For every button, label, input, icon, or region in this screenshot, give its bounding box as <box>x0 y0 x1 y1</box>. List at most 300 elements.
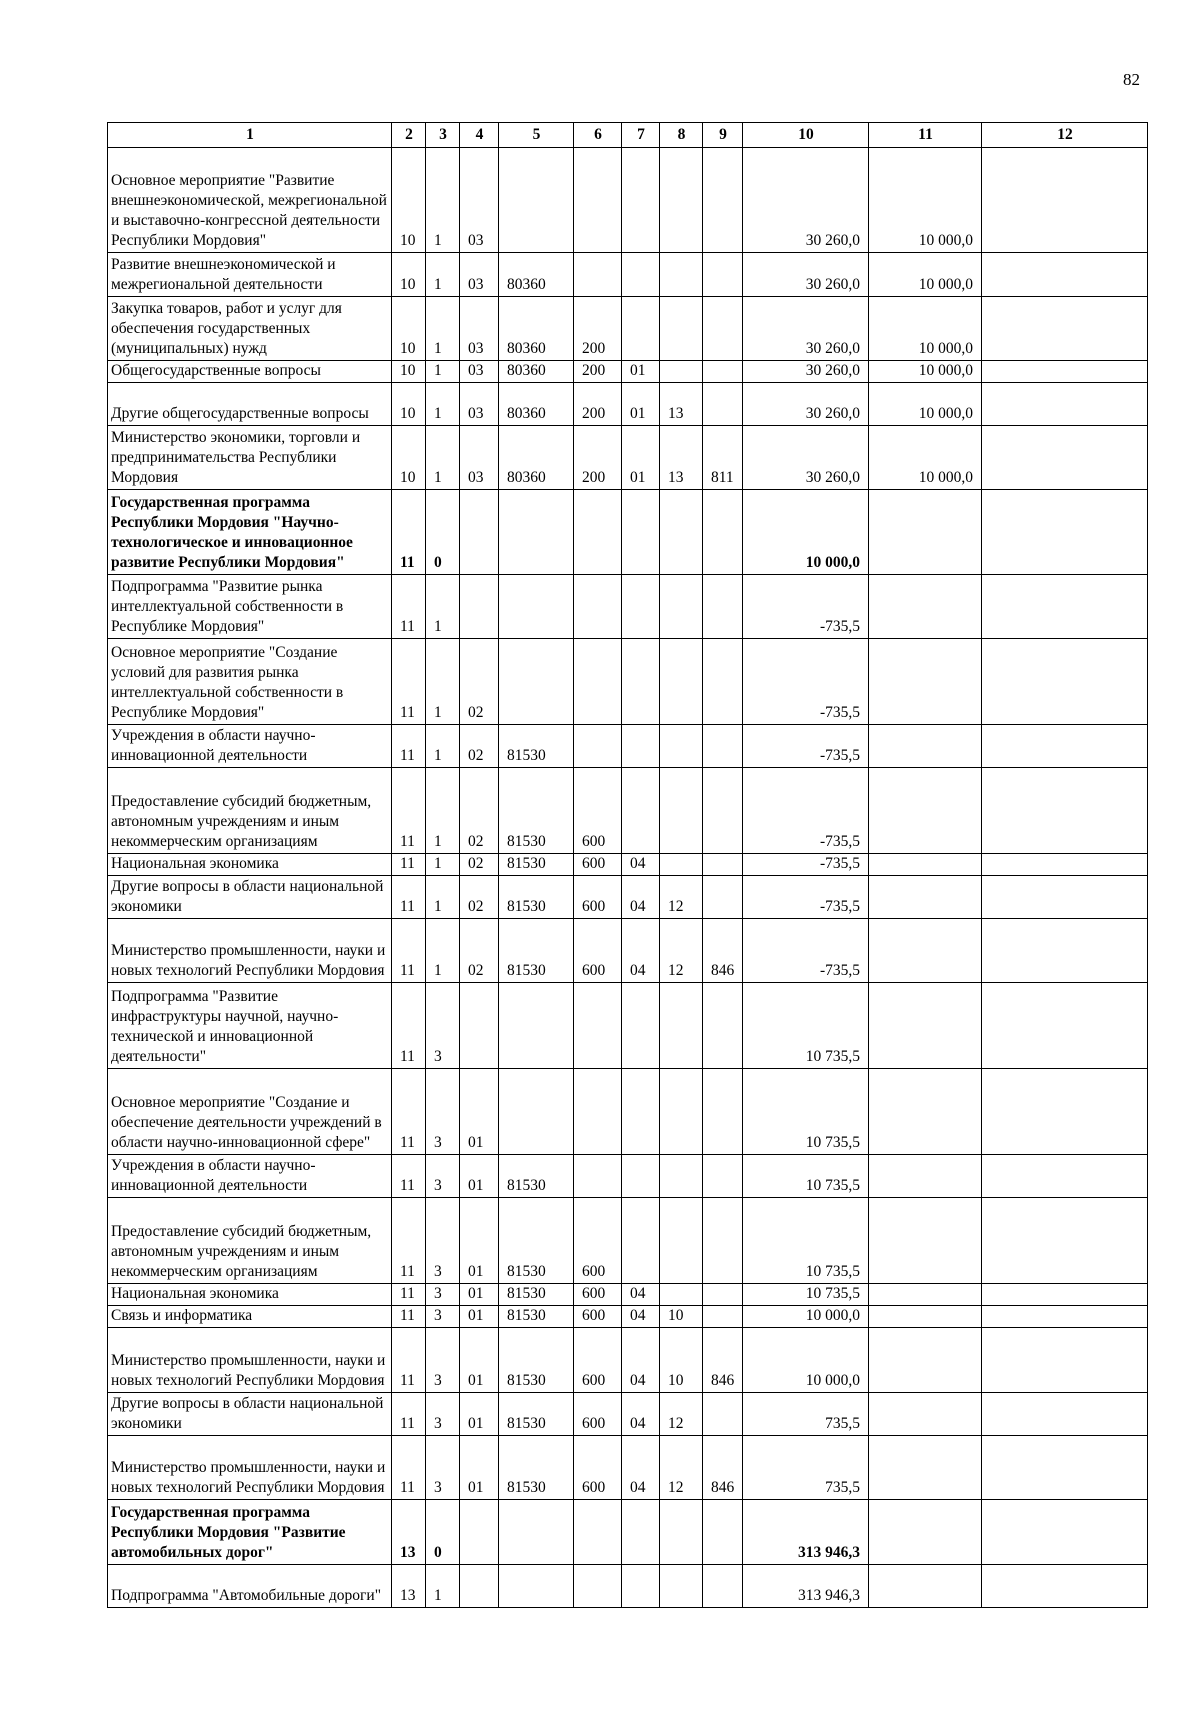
cell-col-2: 11 <box>392 1198 426 1284</box>
cell-col-2: 11 <box>392 983 426 1069</box>
table-row <box>108 490 1148 575</box>
cell-col-10: 10 000,0 <box>743 1328 869 1393</box>
row-name-cell: Национальная экономика <box>108 1284 392 1306</box>
cell-col-6 <box>574 1565 622 1608</box>
cell-col-11 <box>869 876 982 919</box>
cell-col-11 <box>869 1306 982 1328</box>
cell-col-9: 846 <box>703 919 743 983</box>
table-row <box>108 1069 1148 1155</box>
cell-col-12 <box>982 297 1148 361</box>
cell-col-7 <box>622 1155 660 1198</box>
cell-col-2: 13 <box>392 1565 426 1608</box>
cell-col-8: 12 <box>660 919 703 983</box>
cell-col-5: 80360 <box>499 426 574 490</box>
table-row <box>108 1328 1148 1393</box>
cell-col-7 <box>622 148 660 253</box>
cell-col-5: 81530 <box>499 768 574 854</box>
cell-col-6: 200 <box>574 361 622 383</box>
cell-col-3: 1 <box>426 919 460 983</box>
cell-col-10: 313 946,3 <box>743 1500 869 1565</box>
cell-col-9 <box>703 148 743 253</box>
cell-col-8: 12 <box>660 876 703 919</box>
cell-col-8: 13 <box>660 426 703 490</box>
cell-col-7: 04 <box>622 1306 660 1328</box>
cell-col-12 <box>982 725 1148 768</box>
cell-col-8 <box>660 361 703 383</box>
cell-col-11 <box>869 725 982 768</box>
cell-col-2: 10 <box>392 297 426 361</box>
column-header-1: 1 <box>108 123 392 148</box>
cell-col-12 <box>982 1436 1148 1500</box>
cell-col-12 <box>982 575 1148 639</box>
cell-col-6: 600 <box>574 1328 622 1393</box>
table-row <box>108 983 1148 1069</box>
table-row <box>108 297 1148 361</box>
cell-col-4: 02 <box>460 876 499 919</box>
cell-col-7: 04 <box>622 876 660 919</box>
cell-col-11 <box>869 1500 982 1565</box>
cell-col-2: 10 <box>392 426 426 490</box>
cell-col-2: 11 <box>392 1328 426 1393</box>
cell-col-6: 600 <box>574 854 622 876</box>
cell-col-9 <box>703 1069 743 1155</box>
cell-col-4: 02 <box>460 768 499 854</box>
cell-col-11: 10 000,0 <box>869 426 982 490</box>
row-name-cell: Связь и информатика <box>108 1306 392 1328</box>
cell-col-9 <box>703 639 743 725</box>
cell-col-12 <box>982 361 1148 383</box>
cell-col-10: 735,5 <box>743 1436 869 1500</box>
cell-col-5 <box>499 983 574 1069</box>
cell-col-11 <box>869 919 982 983</box>
cell-col-11 <box>869 1436 982 1500</box>
cell-col-3: 1 <box>426 575 460 639</box>
cell-col-10: -735,5 <box>743 854 869 876</box>
cell-col-6: 600 <box>574 919 622 983</box>
row-name-cell: Общегосударственные вопросы <box>108 361 392 383</box>
cell-col-6: 600 <box>574 876 622 919</box>
cell-col-11 <box>869 854 982 876</box>
table-row <box>108 1155 1148 1198</box>
cell-col-12 <box>982 1500 1148 1565</box>
cell-col-4: 02 <box>460 725 499 768</box>
column-header-12: 12 <box>982 123 1148 148</box>
cell-col-5: 81530 <box>499 1155 574 1198</box>
row-name-cell: Развитие внешнеэкономической и межрегиональной деятельности <box>108 253 392 297</box>
cell-col-11: 10 000,0 <box>869 148 982 253</box>
cell-col-8 <box>660 1565 703 1608</box>
cell-col-6 <box>574 1069 622 1155</box>
cell-col-3: 3 <box>426 1393 460 1436</box>
cell-col-10: 10 735,5 <box>743 983 869 1069</box>
cell-col-8 <box>660 297 703 361</box>
row-name-cell: Министерство промышленности, науки и новых технологий Республики Мордовия <box>108 1328 392 1393</box>
cell-col-12 <box>982 1198 1148 1284</box>
cell-col-11 <box>869 639 982 725</box>
cell-col-12 <box>982 1393 1148 1436</box>
cell-col-8: 12 <box>660 1393 703 1436</box>
cell-col-9 <box>703 1284 743 1306</box>
cell-col-11 <box>869 1328 982 1393</box>
table-row <box>108 575 1148 639</box>
cell-col-3: 3 <box>426 1328 460 1393</box>
cell-col-9 <box>703 876 743 919</box>
cell-col-2: 11 <box>392 490 426 575</box>
cell-col-10: -735,5 <box>743 919 869 983</box>
cell-col-6 <box>574 1155 622 1198</box>
cell-col-6 <box>574 725 622 768</box>
cell-col-12 <box>982 148 1148 253</box>
cell-col-4: 01 <box>460 1306 499 1328</box>
cell-col-12 <box>982 854 1148 876</box>
cell-col-3: 0 <box>426 1500 460 1565</box>
cell-col-10: -735,5 <box>743 575 869 639</box>
cell-col-9 <box>703 1565 743 1608</box>
cell-col-4: 01 <box>460 1328 499 1393</box>
cell-col-2: 11 <box>392 639 426 725</box>
cell-col-7 <box>622 1500 660 1565</box>
cell-col-10: 30 260,0 <box>743 253 869 297</box>
table-row <box>108 854 1148 876</box>
cell-col-7 <box>622 725 660 768</box>
cell-col-4: 03 <box>460 426 499 490</box>
column-header-3: 3 <box>426 123 460 148</box>
row-name-cell: Другие вопросы в области национальной экономики <box>108 876 392 919</box>
cell-col-7: 04 <box>622 1436 660 1500</box>
cell-col-7 <box>622 768 660 854</box>
cell-col-3: 1 <box>426 148 460 253</box>
cell-col-4 <box>460 490 499 575</box>
cell-col-10: 30 260,0 <box>743 148 869 253</box>
cell-col-11 <box>869 1155 982 1198</box>
cell-col-11: 10 000,0 <box>869 361 982 383</box>
cell-col-8 <box>660 490 703 575</box>
cell-col-8 <box>660 1069 703 1155</box>
cell-col-2: 11 <box>392 1284 426 1306</box>
column-header-6: 6 <box>574 123 622 148</box>
row-name-cell: Другие общегосударственные вопросы <box>108 383 392 426</box>
cell-col-5 <box>499 1500 574 1565</box>
cell-col-6 <box>574 253 622 297</box>
row-name-cell: Министерство экономики, торговли и предпринимательства Республики Мордовия <box>108 426 392 490</box>
cell-col-12 <box>982 983 1148 1069</box>
cell-col-6: 600 <box>574 768 622 854</box>
cell-col-10: 10 000,0 <box>743 490 869 575</box>
cell-col-9: 846 <box>703 1436 743 1500</box>
cell-col-11: 10 000,0 <box>869 297 982 361</box>
cell-col-2: 11 <box>392 725 426 768</box>
column-header-7: 7 <box>622 123 660 148</box>
cell-col-10: 10 735,5 <box>743 1069 869 1155</box>
cell-col-4 <box>460 575 499 639</box>
cell-col-11 <box>869 575 982 639</box>
cell-col-6: 600 <box>574 1393 622 1436</box>
cell-col-12 <box>982 768 1148 854</box>
table-row <box>108 1393 1148 1436</box>
cell-col-6 <box>574 575 622 639</box>
cell-col-10: 10 735,5 <box>743 1155 869 1198</box>
row-name-cell: Предоставление субсидий бюджетным, автономным учреждениям и иным некоммерческим организациям <box>108 768 392 854</box>
cell-col-3: 3 <box>426 1436 460 1500</box>
cell-col-4 <box>460 983 499 1069</box>
cell-col-3: 3 <box>426 1069 460 1155</box>
row-name-cell: Учреждения в области научно-инновационной деятельности <box>108 1155 392 1198</box>
cell-col-6: 200 <box>574 297 622 361</box>
table-row <box>108 1436 1148 1500</box>
cell-col-11 <box>869 768 982 854</box>
cell-col-6: 600 <box>574 1436 622 1500</box>
cell-col-2: 11 <box>392 1069 426 1155</box>
row-name-cell: Министерство промышленности, науки и новых технологий Республики Мордовия <box>108 919 392 983</box>
table-row <box>108 1284 1148 1306</box>
cell-col-5: 81530 <box>499 854 574 876</box>
cell-col-7 <box>622 1565 660 1608</box>
cell-col-10: 30 260,0 <box>743 297 869 361</box>
table-row <box>108 1500 1148 1565</box>
cell-col-5: 80360 <box>499 253 574 297</box>
cell-col-7 <box>622 297 660 361</box>
cell-col-12 <box>982 1284 1148 1306</box>
cell-col-11 <box>869 1069 982 1155</box>
cell-col-3: 1 <box>426 1565 460 1608</box>
cell-col-8 <box>660 854 703 876</box>
row-name-cell: Государственная программа Республики Мордовия "Научно-технологическое и инновационное развитие Республики Мордовия" <box>108 490 392 575</box>
cell-col-4 <box>460 1565 499 1608</box>
cell-col-9 <box>703 725 743 768</box>
row-name-cell: Предоставление субсидий бюджетным, автономным учреждениям и иным некоммерческим организациям <box>108 1198 392 1284</box>
cell-col-2: 13 <box>392 1500 426 1565</box>
cell-col-11: 10 000,0 <box>869 383 982 426</box>
cell-col-5: 81530 <box>499 725 574 768</box>
row-name-cell: Другие вопросы в области национальной экономики <box>108 1393 392 1436</box>
cell-col-7: 04 <box>622 854 660 876</box>
cell-col-11 <box>869 1198 982 1284</box>
row-name-cell: Национальная экономика <box>108 854 392 876</box>
cell-col-6: 600 <box>574 1306 622 1328</box>
cell-col-9 <box>703 854 743 876</box>
cell-col-6 <box>574 490 622 575</box>
cell-col-7: 01 <box>622 383 660 426</box>
row-name-cell: Закупка товаров, работ и услуг для обеспечения государственных (муниципальных) нужд <box>108 297 392 361</box>
cell-col-2: 11 <box>392 575 426 639</box>
cell-col-5: 81530 <box>499 876 574 919</box>
table-row <box>108 725 1148 768</box>
cell-col-7: 04 <box>622 919 660 983</box>
cell-col-5 <box>499 639 574 725</box>
cell-col-2: 10 <box>392 148 426 253</box>
cell-col-8: 10 <box>660 1306 703 1328</box>
budget-table <box>107 122 1148 1608</box>
cell-col-7: 01 <box>622 426 660 490</box>
cell-col-3: 1 <box>426 639 460 725</box>
table-row <box>108 876 1148 919</box>
cell-col-6: 200 <box>574 426 622 490</box>
cell-col-5 <box>499 148 574 253</box>
cell-col-7 <box>622 639 660 725</box>
cell-col-6 <box>574 639 622 725</box>
cell-col-2: 10 <box>392 383 426 426</box>
cell-col-10: 10 735,5 <box>743 1198 869 1284</box>
cell-col-11 <box>869 1284 982 1306</box>
cell-col-11 <box>869 1565 982 1608</box>
cell-col-8: 13 <box>660 383 703 426</box>
cell-col-9 <box>703 1500 743 1565</box>
cell-col-3: 3 <box>426 1284 460 1306</box>
cell-col-9 <box>703 983 743 1069</box>
cell-col-7: 01 <box>622 361 660 383</box>
cell-col-5: 80360 <box>499 361 574 383</box>
cell-col-4: 01 <box>460 1155 499 1198</box>
cell-col-12 <box>982 639 1148 725</box>
cell-col-2: 10 <box>392 253 426 297</box>
cell-col-8 <box>660 725 703 768</box>
cell-col-8 <box>660 1284 703 1306</box>
table-row <box>108 253 1148 297</box>
cell-col-4: 01 <box>460 1069 499 1155</box>
cell-col-12 <box>982 490 1148 575</box>
cell-col-8: 12 <box>660 1436 703 1500</box>
cell-col-3: 1 <box>426 426 460 490</box>
cell-col-9 <box>703 383 743 426</box>
table-row <box>108 768 1148 854</box>
row-name-cell: Подпрограмма "Развитие рынка интеллектуальной собственности в Республике Мордовия" <box>108 575 392 639</box>
cell-col-12 <box>982 426 1148 490</box>
cell-col-7 <box>622 253 660 297</box>
cell-col-10: 10 735,5 <box>743 1284 869 1306</box>
cell-col-10: 10 000,0 <box>743 1306 869 1328</box>
cell-col-6 <box>574 983 622 1069</box>
column-header-10: 10 <box>743 123 869 148</box>
cell-col-8: 10 <box>660 1328 703 1393</box>
cell-col-3: 3 <box>426 1155 460 1198</box>
page-number: 82 <box>1123 70 1140 89</box>
cell-col-12 <box>982 876 1148 919</box>
cell-col-2: 11 <box>392 1306 426 1328</box>
cell-col-9 <box>703 1306 743 1328</box>
column-header-4: 4 <box>460 123 499 148</box>
cell-col-11: 10 000,0 <box>869 253 982 297</box>
cell-col-5: 81530 <box>499 1393 574 1436</box>
cell-col-3: 1 <box>426 297 460 361</box>
table-row <box>108 919 1148 983</box>
cell-col-9 <box>703 297 743 361</box>
cell-col-10: 30 260,0 <box>743 426 869 490</box>
cell-col-11 <box>869 490 982 575</box>
cell-col-3: 1 <box>426 768 460 854</box>
cell-col-8 <box>660 575 703 639</box>
cell-col-7: 04 <box>622 1393 660 1436</box>
cell-col-10: 30 260,0 <box>743 361 869 383</box>
cell-col-12 <box>982 1069 1148 1155</box>
cell-col-10: -735,5 <box>743 768 869 854</box>
cell-col-7 <box>622 1069 660 1155</box>
cell-col-5: 81530 <box>499 1306 574 1328</box>
cell-col-8 <box>660 768 703 854</box>
cell-col-5: 81530 <box>499 1284 574 1306</box>
row-name-cell: Учреждения в области научно-инновационной деятельности <box>108 725 392 768</box>
column-header-2: 2 <box>392 123 426 148</box>
cell-col-3: 1 <box>426 725 460 768</box>
cell-col-9 <box>703 575 743 639</box>
cell-col-4: 03 <box>460 297 499 361</box>
cell-col-10: -735,5 <box>743 876 869 919</box>
cell-col-5 <box>499 575 574 639</box>
cell-col-9: 811 <box>703 426 743 490</box>
cell-col-6: 600 <box>574 1284 622 1306</box>
cell-col-5: 81530 <box>499 919 574 983</box>
cell-col-8 <box>660 1155 703 1198</box>
table-row <box>108 426 1148 490</box>
cell-col-8 <box>660 639 703 725</box>
cell-col-6: 600 <box>574 1198 622 1284</box>
table-row <box>108 383 1148 426</box>
cell-col-5: 81530 <box>499 1328 574 1393</box>
column-header-8: 8 <box>660 123 703 148</box>
cell-col-5 <box>499 1069 574 1155</box>
cell-col-8 <box>660 983 703 1069</box>
cell-col-12 <box>982 253 1148 297</box>
column-header-9: 9 <box>703 123 743 148</box>
cell-col-5: 80360 <box>499 383 574 426</box>
table-row <box>108 1198 1148 1284</box>
cell-col-11 <box>869 1393 982 1436</box>
cell-col-9 <box>703 768 743 854</box>
cell-col-2: 11 <box>392 919 426 983</box>
row-name-cell: Подпрограмма "Развитие инфраструктуры научной, научно-технической и инновационной деятельности" <box>108 983 392 1069</box>
cell-col-4: 03 <box>460 253 499 297</box>
table-row <box>108 148 1148 253</box>
table-header-row <box>108 123 1148 148</box>
cell-col-2: 10 <box>392 361 426 383</box>
cell-col-7 <box>622 490 660 575</box>
cell-col-3: 1 <box>426 253 460 297</box>
cell-col-2: 11 <box>392 876 426 919</box>
row-name-cell: Государственная программа Республики Мордовия "Развитие автомобильных дорог" <box>108 1500 392 1565</box>
cell-col-3: 1 <box>426 383 460 426</box>
cell-col-9: 846 <box>703 1328 743 1393</box>
cell-col-10: 735,5 <box>743 1393 869 1436</box>
cell-col-2: 11 <box>392 768 426 854</box>
cell-col-4: 01 <box>460 1393 499 1436</box>
cell-col-7 <box>622 575 660 639</box>
cell-col-5: 81530 <box>499 1436 574 1500</box>
cell-col-4: 03 <box>460 148 499 253</box>
cell-col-7 <box>622 1198 660 1284</box>
row-name-cell: Основное мероприятие "Создание условий для развития рынка интеллектуальной собственности в Республике Мордовия" <box>108 639 392 725</box>
cell-col-9 <box>703 1155 743 1198</box>
cell-col-12 <box>982 919 1148 983</box>
cell-col-9 <box>703 1393 743 1436</box>
cell-col-9 <box>703 1198 743 1284</box>
cell-col-3: 3 <box>426 983 460 1069</box>
cell-col-3: 1 <box>426 361 460 383</box>
table-row <box>108 1306 1148 1328</box>
cell-col-2: 11 <box>392 1436 426 1500</box>
cell-col-6 <box>574 148 622 253</box>
cell-col-10: -735,5 <box>743 725 869 768</box>
cell-col-8 <box>660 148 703 253</box>
row-name-cell: Министерство промышленности, науки и новых технологий Республики Мордовия <box>108 1436 392 1500</box>
cell-col-9 <box>703 490 743 575</box>
cell-col-3: 3 <box>426 1306 460 1328</box>
cell-col-9 <box>703 361 743 383</box>
cell-col-10: 30 260,0 <box>743 383 869 426</box>
cell-col-9 <box>703 253 743 297</box>
cell-col-4: 01 <box>460 1436 499 1500</box>
cell-col-12 <box>982 383 1148 426</box>
cell-col-4: 02 <box>460 854 499 876</box>
row-name-cell: Основное мероприятие "Создание и обеспечение деятельности учреждений в области научно-инновационной сфере" <box>108 1069 392 1155</box>
